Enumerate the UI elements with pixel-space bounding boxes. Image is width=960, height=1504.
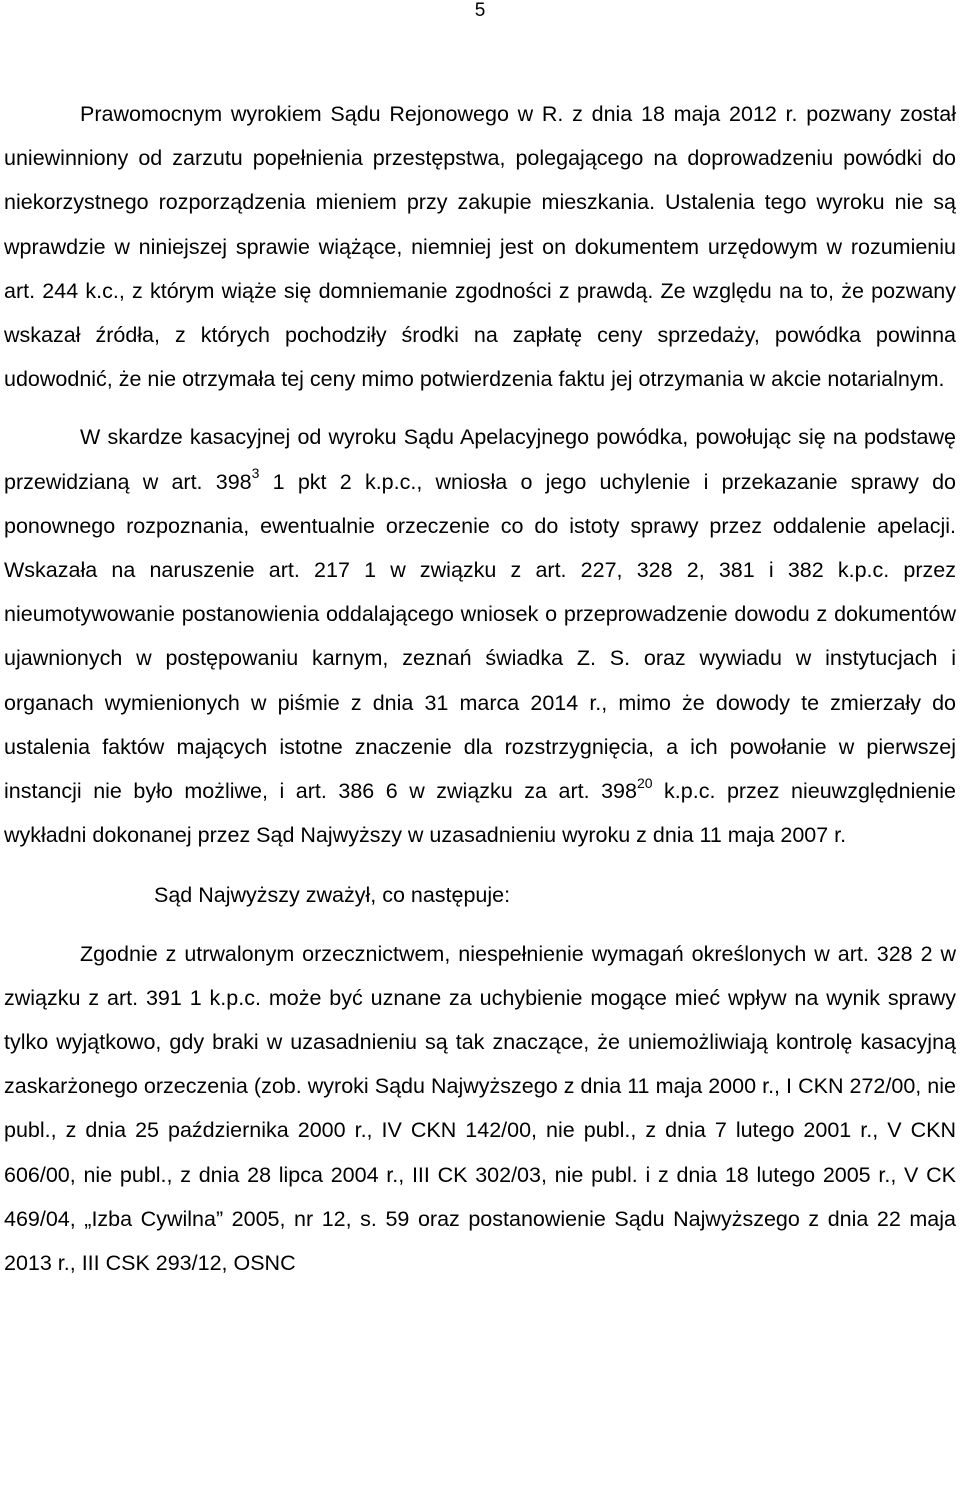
cassation-text-part-3: k.p.c. przez nieuwzględnienie wykładni dokonanej przez Sąd Najwyższy w uzasadnieniu wyroku z dnia 11 maja 2007 r. bbox=[4, 779, 956, 848]
cassation-text-part-2: 1 pkt 2 k.p.c., wniosła o jego uchylenie i przekazanie sprawy do ponownego rozpoznania, ewentualnie orzeczenie co do istoty sprawy przez oddalenie apelacji. Wskazała na naruszenie art. 217 1 w związku z art. 227, 328 2, 381 i 382 k.p.c. przez nieumotywowanie postanowienia oddalającego wniosek o przeprowadzenie dowodu z dokumentów ujawnionych w postępowaniu karnym, zeznań świadka Z. S. oraz wywiadu w instytucjach i organach wymienionych w piśmie z dnia 31 marca 2014 r., mimo że dowody te zmierzały do ustalenia faktów mających istotne znaczenie dla rozstrzygnięcia, a ich powołanie w pierwszej instancji nie było możliwe, i art. 386 6 w związku za art. 398 bbox=[4, 469, 956, 804]
paragraph-judgment-summary: Prawomocnym wyrokiem Sądu Rejonowego w R. z dnia 18 maja 2012 r. pozwany został uniewinniony od zarzutu popełnienia przestępstwa, polegającego na doprowadzeniu powódki do niekorzystnego rozporządzenia mieniem przy zakupie mieszkania. Ustalenia tego wyroku nie są wprawdzie w niniejszej sprawie wiążące, niemniej jest on dokumentem urzędowym w rozumieniu art. 244 k.c., z którym wiąże się domniemanie zgodności z prawdą. Ze względu na to, że pozwany wskazał źródła, z których pochodziły środki na zapłatę ceny sprzedaży, powódka powinna udowodnić, że nie otrzymała tej ceny mimo potwierdzenia faktu jej otrzymania w akcie notarialnym. bbox=[4, 102, 956, 392]
superscript-20: 20 bbox=[636, 774, 653, 791]
paragraph-case-law: Zgodnie z utrwalonym orzecznictwem, niespełnienie wymagań określonych w art. 328 2 w związku z art. 391 1 k.p.c. może być uznane za uchybienie mogące mieć wpływ na wynik sprawy tylko wyjątkowo, gdy braki w uzasadnieniu są tak znaczące, że uniemożliwiają kontrolę kasacyjną zaskarżonego orzeczenia (zob. wyroki Sądu Najwyższego z dnia 11 maja 2000 r., I CKN 272/00, nie publ., z dnia 25 października 2000 r., IV CKN 142/00, nie publ., z dnia 7 lutego 2001 r., V CKN 606/00, nie publ., z dnia 28 lipca 2004 r., III CK 302/03, nie publ. i z dnia 18 lutego 2005 r., V CK 469/04, „Izba Cywilna” 2005, nr 12, s. 59 oraz postanowienie Sądu Najwyższego z dnia 22 maja 2013 r., III CSK 293/12, OSNC bbox=[4, 941, 956, 1276]
page-number: 5 bbox=[474, 0, 486, 21]
paragraph-cassation-complaint bbox=[4, 415, 956, 857]
cassation-text-part-1: W skardze kasacyjnej od wyroku Sądu Apelacyjnego powódka, powołując się na podstawę przewidzianą w art. 398 bbox=[4, 425, 956, 494]
superscript-3: 3 bbox=[251, 465, 260, 482]
document-body bbox=[4, 92, 956, 1285]
section-heading: Sąd Najwyższy zważył, co następuje: bbox=[154, 883, 511, 908]
